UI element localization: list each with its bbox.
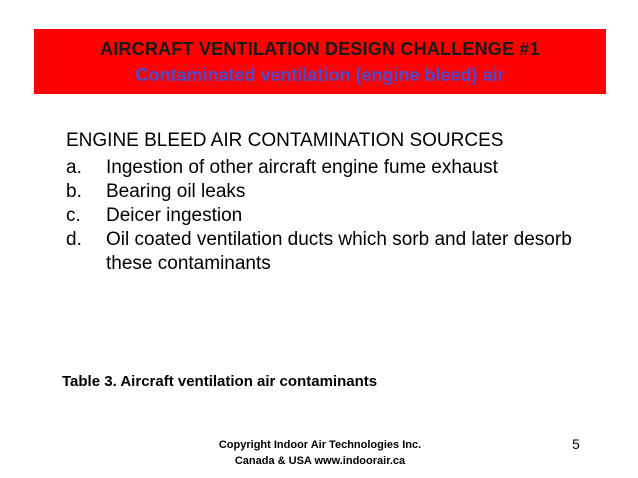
section-heading: ENGINE BLEED AIR CONTAMINATION SOURCES (66, 130, 504, 151)
slide-subtitle: Contaminated ventilation (engine bleed) air (135, 65, 505, 85)
table-caption: Table 3. Aircraft ventilation air contaminants (62, 373, 378, 390)
contamination-sources-list (66, 156, 576, 276)
list-item-marker: a. (66, 157, 82, 178)
title-banner (34, 29, 606, 94)
copyright-line: Copyright Indoor Air Technologies Inc. (218, 439, 422, 451)
website-line: Canada & USA www.indoorair.ca (234, 455, 406, 467)
list-item (66, 228, 576, 276)
list-item-text: Oil coated ventilation ducts which sorb and later desorb these contaminants (106, 229, 572, 274)
list-item (66, 204, 576, 228)
list-item (66, 156, 576, 180)
list-item-marker: d. (66, 229, 82, 250)
page-number: 5 (572, 436, 580, 452)
copyright-footer (210, 437, 430, 469)
list-item-text: Deicer ingestion (106, 205, 243, 226)
list-item-marker: b. (66, 181, 82, 202)
list-item-text: Bearing oil leaks (106, 181, 246, 202)
list-item (66, 180, 576, 204)
slide-title: AIRCRAFT VENTILATION DESIGN CHALLENGE #1 (100, 39, 540, 59)
list-item-text: Ingestion of other aircraft engine fume exhaust (106, 157, 498, 178)
list-item-marker: c. (66, 205, 81, 226)
